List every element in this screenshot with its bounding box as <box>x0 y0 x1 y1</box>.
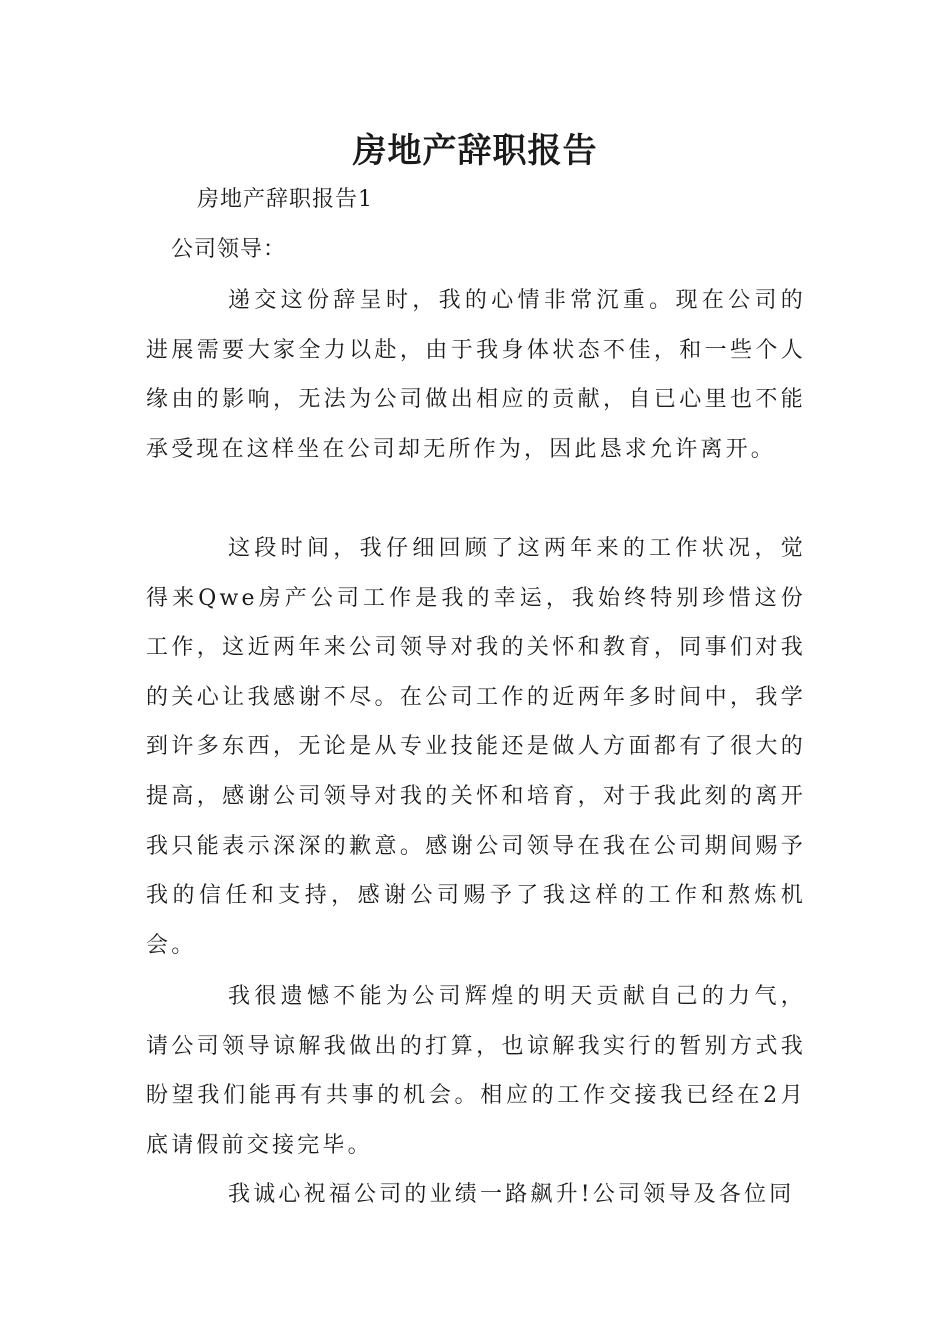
salutation: 公司领导： <box>171 237 287 262</box>
body-paragraph-3: 我很遗憾不能为公司辉煌的明天贡献自己的力气，请公司领导谅解我做出的打算，也谅解我实行的暂别方式我盼望我们能再有共事的机会。相应的工作交接我已经在2月底请假前交接完毕。 <box>146 984 806 1158</box>
body-paragraph-4: 我诚心祝福公司的业绩一路飙升!公司领导及各位同 <box>228 1182 795 1207</box>
body-paragraph-2: 这段时间，我仔细回顾了这两年来的工作状况，觉得来Qwe房产公司工作是我的幸运，我始终特别珍惜这份工作，这近两年来公司领导对我的关怀和教育，同事们对我的关心让我感谢不尽。在公司工作的近两年多时间中，我学到许多东西，无论是从专业技能还是做人方面都有了很大的提高，感谢公司领导对我的关怀和培育，对于我此刻的离开我只能表示深深的歉意。感谢公司领导在我在公司期间赐予我的信任和支持，感谢公司赐予了我这样的工作和熬炼机会。 <box>146 536 806 958</box>
document-title: 房地产辞职报告 <box>352 131 598 171</box>
document-subtitle: 房地产辞职报告1 <box>197 187 373 212</box>
body-paragraph-1: 递交这份辞呈时，我的心情非常沉重。现在公司的进展需要大家全力以赴，由于我身体状态不佳，和一些个人缘由的影响，无法为公司做出相应的贡献，自已心里也不能承受现在这样坐在公司却无所作为，因此恳求允许离开。 <box>146 288 806 462</box>
